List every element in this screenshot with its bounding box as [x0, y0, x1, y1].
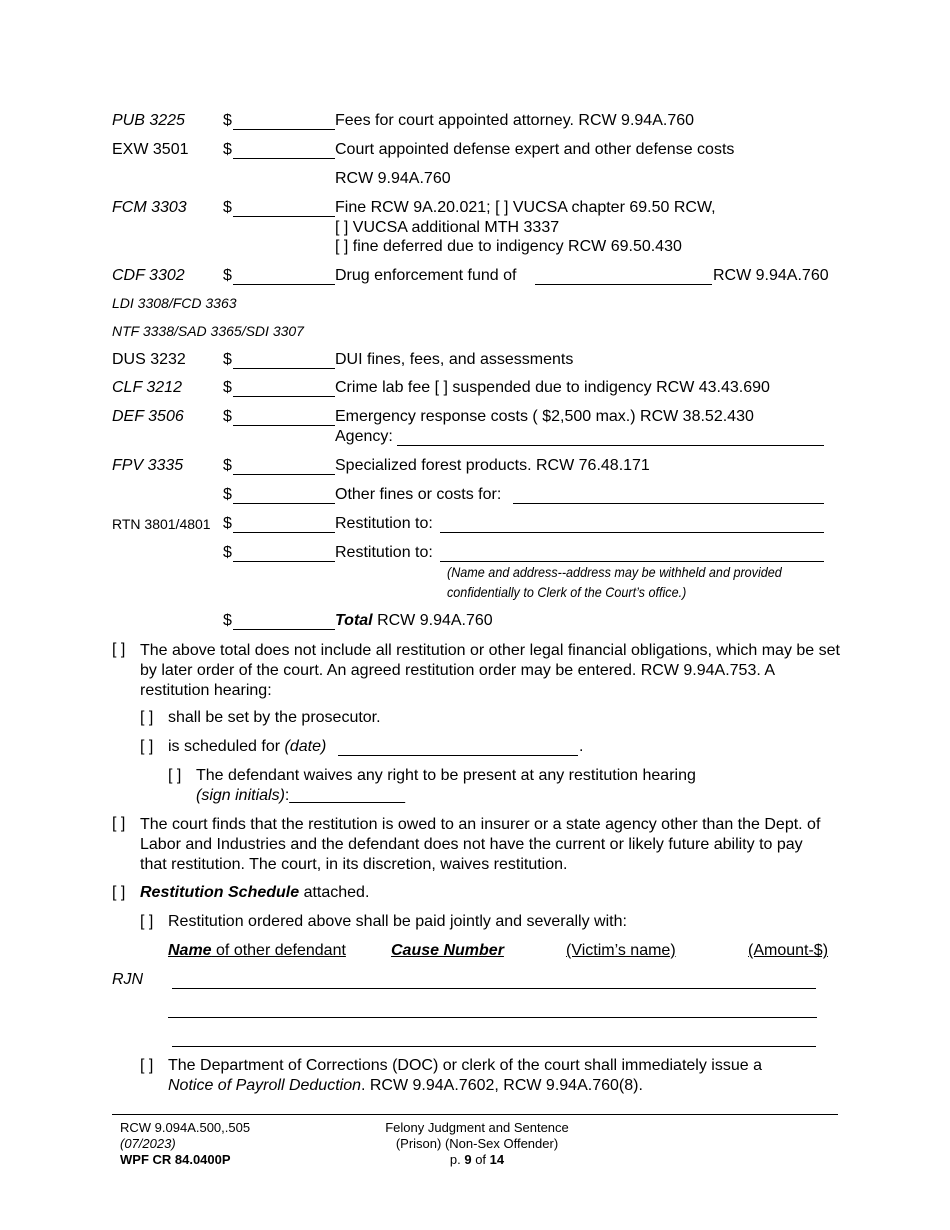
code-fpv: FPV 3335 — [112, 457, 184, 474]
date-label: (date) — [284, 738, 327, 755]
checkbox[interactable]: [ ] — [112, 641, 126, 658]
restitution-to-blank-2[interactable] — [440, 561, 824, 562]
desc-def: Emergency response costs ( $2,500 max.) RCW 38.52.430 — [335, 408, 754, 425]
code-fcm: FCM 3303 — [112, 199, 187, 216]
dollar-sign: $ — [223, 457, 232, 474]
amount-blank-rtn2[interactable] — [233, 561, 335, 562]
payroll-deduction-notice: Notice of Payroll Deduction — [168, 1077, 361, 1094]
checkbox[interactable]: [ ] — [112, 815, 126, 832]
restitution-schedule — [140, 884, 369, 902]
desc-rtn: Restitution to: — [335, 515, 433, 532]
restitution-note-1: (Name and address--address may be withheld and provided — [447, 564, 782, 580]
set-by-prosecutor: shall be set by the prosecutor. — [168, 709, 381, 726]
desc-rtn2: Restitution to: — [335, 544, 433, 561]
desc-dus: DUI fines, fees, and assessments — [335, 351, 574, 368]
desc-fpv: Specialized forest products. RCW 76.48.171 — [335, 457, 650, 474]
dollar-sign: $ — [223, 408, 232, 425]
amount-blank-fcm[interactable] — [233, 216, 335, 217]
col-name-bold: Name — [168, 942, 212, 959]
rjn-label: RJN — [112, 971, 144, 988]
footer-title-1: Felony Judgment and Sentence — [385, 1120, 569, 1135]
page-total: 14 — [489, 1152, 505, 1167]
page-prefix: p. — [449, 1152, 465, 1167]
page-number: 9 — [464, 1152, 472, 1167]
checkbox[interactable]: [ ] — [140, 709, 154, 726]
dollar-sign: $ — [223, 515, 232, 532]
joint-defendant-line-3[interactable] — [172, 1046, 816, 1047]
footer-date: (07/2023) — [120, 1136, 176, 1151]
agency-blank[interactable] — [397, 445, 824, 446]
amount-blank-total[interactable] — [233, 629, 335, 630]
dollar-sign: $ — [223, 351, 232, 368]
payroll-deduction-text: The Department of Corrections (DOC) or clerk of the court shall immediately issue a — [168, 1057, 762, 1074]
col-amount-header: (Amount-$) — [748, 942, 829, 959]
code-clf: CLF 3212 — [112, 379, 182, 396]
initials-blank[interactable]: :_____________ — [284, 787, 406, 804]
joint-defendant-line-2b[interactable] — [246, 1017, 817, 1018]
dollar-sign: $ — [223, 141, 232, 158]
joint-defendant-line-1[interactable] — [172, 988, 816, 989]
footer-divider — [112, 1114, 838, 1115]
footer-rcw: RCW 9.094A.500,.505 — [120, 1120, 251, 1135]
code-rtn: RTN 3801/4801 — [112, 516, 211, 532]
amount-blank-def[interactable] — [233, 425, 335, 426]
waives-presence: The defendant waives any right to be present at any restitution hearing — [196, 767, 696, 784]
code-exw: EXW 3501 — [112, 141, 189, 158]
dollar-sign: $ — [223, 267, 232, 284]
jointly-severally: Restitution ordered above shall be paid jointly and severally with: — [168, 913, 627, 930]
amount-blank-rtn[interactable] — [233, 532, 335, 533]
page-of: of — [471, 1152, 490, 1167]
restitution-total-paragraph: The above total does not include all restitution or other legal financial obligations, which may be set by later order of the court. An agreed restitution order may be entered. RCW 9.94A.753. A restitution hearing: — [140, 642, 840, 699]
col-name-header — [168, 942, 346, 960]
dollar-sign: $ — [223, 112, 232, 129]
amount-blank-dus[interactable] — [233, 368, 335, 369]
col-name-rest: of other defendant — [211, 942, 346, 959]
dollar-sign: $ — [223, 199, 232, 216]
amount-blank-other[interactable] — [233, 503, 335, 504]
footer-form-number: WPF CR 84.0400P — [120, 1152, 231, 1167]
checkbox[interactable]: [ ] — [112, 884, 126, 901]
desc-fcm-vucsa: [ ] VUCSA additional MTH 3337 — [335, 219, 560, 236]
restitution-note-2: confidentially to Clerk of the Court’s office.) — [447, 584, 687, 600]
waives-restitution-paragraph: The court finds that the restitution is owed to an insurer or a state agency other than the Dept. of Labor and Industries and the defendant does not have the current or likely future ability to pay that restitution. The court, in its discretion, waives restitution. — [140, 816, 821, 873]
code-pub: PUB 3225 — [112, 112, 185, 129]
period: . — [579, 738, 584, 755]
checkbox[interactable]: [ ] — [140, 1057, 154, 1074]
payroll-deduction-rcw: . RCW 9.94A.7602, RCW 9.94A.760(8). — [360, 1077, 643, 1094]
footer-page — [377, 1152, 577, 1168]
col-cause-header: Cause Number — [391, 942, 504, 959]
code-dus: DUS 3232 — [112, 351, 186, 368]
joint-defendant-line-2a[interactable] — [168, 1017, 246, 1018]
amount-blank-cdf[interactable] — [233, 284, 335, 285]
scheduled-for — [168, 738, 326, 756]
code-cdf: CDF 3302 — [112, 267, 185, 284]
desc-cdf: Drug enforcement fund of — [335, 267, 517, 284]
desc-def-agency: Agency: — [335, 428, 393, 445]
restitution-to-blank[interactable] — [440, 532, 824, 533]
amount-blank-exw[interactable] — [233, 158, 335, 159]
desc-exw: Court appointed defense expert and other defense costs — [335, 141, 735, 158]
desc-fcm: Fine RCW 9A.20.021; [ ] VUCSA chapter 69.50 RCW, — [335, 199, 716, 216]
footer-title-2: (Prison) (Non-Sex Offender) — [395, 1136, 559, 1151]
total-rcw: RCW 9.94A.760 — [372, 612, 493, 629]
total-label — [335, 612, 493, 630]
code-def: DEF 3506 — [112, 408, 184, 425]
amount-blank-fpv[interactable] — [233, 474, 335, 475]
code-ntf: NTF 3338/SAD 3365/SDI 3307 — [112, 323, 304, 339]
checkbox[interactable]: [ ] — [168, 767, 182, 784]
scheduled-for-text: is scheduled for — [168, 738, 285, 755]
drug-fund-blank[interactable] — [535, 284, 712, 285]
dollar-sign: $ — [223, 612, 232, 629]
checkbox[interactable]: [ ] — [140, 738, 154, 755]
desc-cdf-rcw: RCW 9.94A.760 — [713, 267, 829, 284]
desc-pub: Fees for court appointed attorney. RCW 9.94A.760 — [335, 112, 695, 129]
checkbox[interactable]: [ ] — [140, 913, 154, 930]
col-victim-header: (Victim’s name) — [566, 942, 676, 959]
dollar-sign: $ — [223, 486, 232, 503]
dollar-sign: $ — [223, 379, 232, 396]
desc-exw-rcw: RCW 9.94A.760 — [335, 170, 451, 187]
sign-initials — [196, 787, 405, 805]
restitution-schedule-title: Restitution Schedule — [140, 884, 300, 901]
desc-fcm-deferred: [ ] fine deferred due to indigency RCW 69.50.430 — [335, 238, 682, 255]
sign-initials-label: (sign initials) — [196, 787, 285, 804]
restitution-schedule-attached: attached. — [299, 884, 370, 901]
payroll-deduction-line2 — [168, 1077, 643, 1095]
desc-other: Other fines or costs for: — [335, 486, 502, 503]
code-ldi: LDI 3308/FCD 3363 — [112, 295, 237, 311]
total-word: Total — [335, 612, 373, 629]
amount-blank-pub[interactable] — [233, 129, 335, 130]
dollar-sign: $ — [223, 544, 232, 561]
other-costs-blank[interactable] — [513, 503, 824, 504]
desc-clf: Crime lab fee [ ] suspended due to indigency RCW 43.43.690 — [335, 379, 770, 396]
hearing-date-blank[interactable] — [338, 755, 578, 756]
amount-blank-clf[interactable] — [233, 396, 335, 397]
